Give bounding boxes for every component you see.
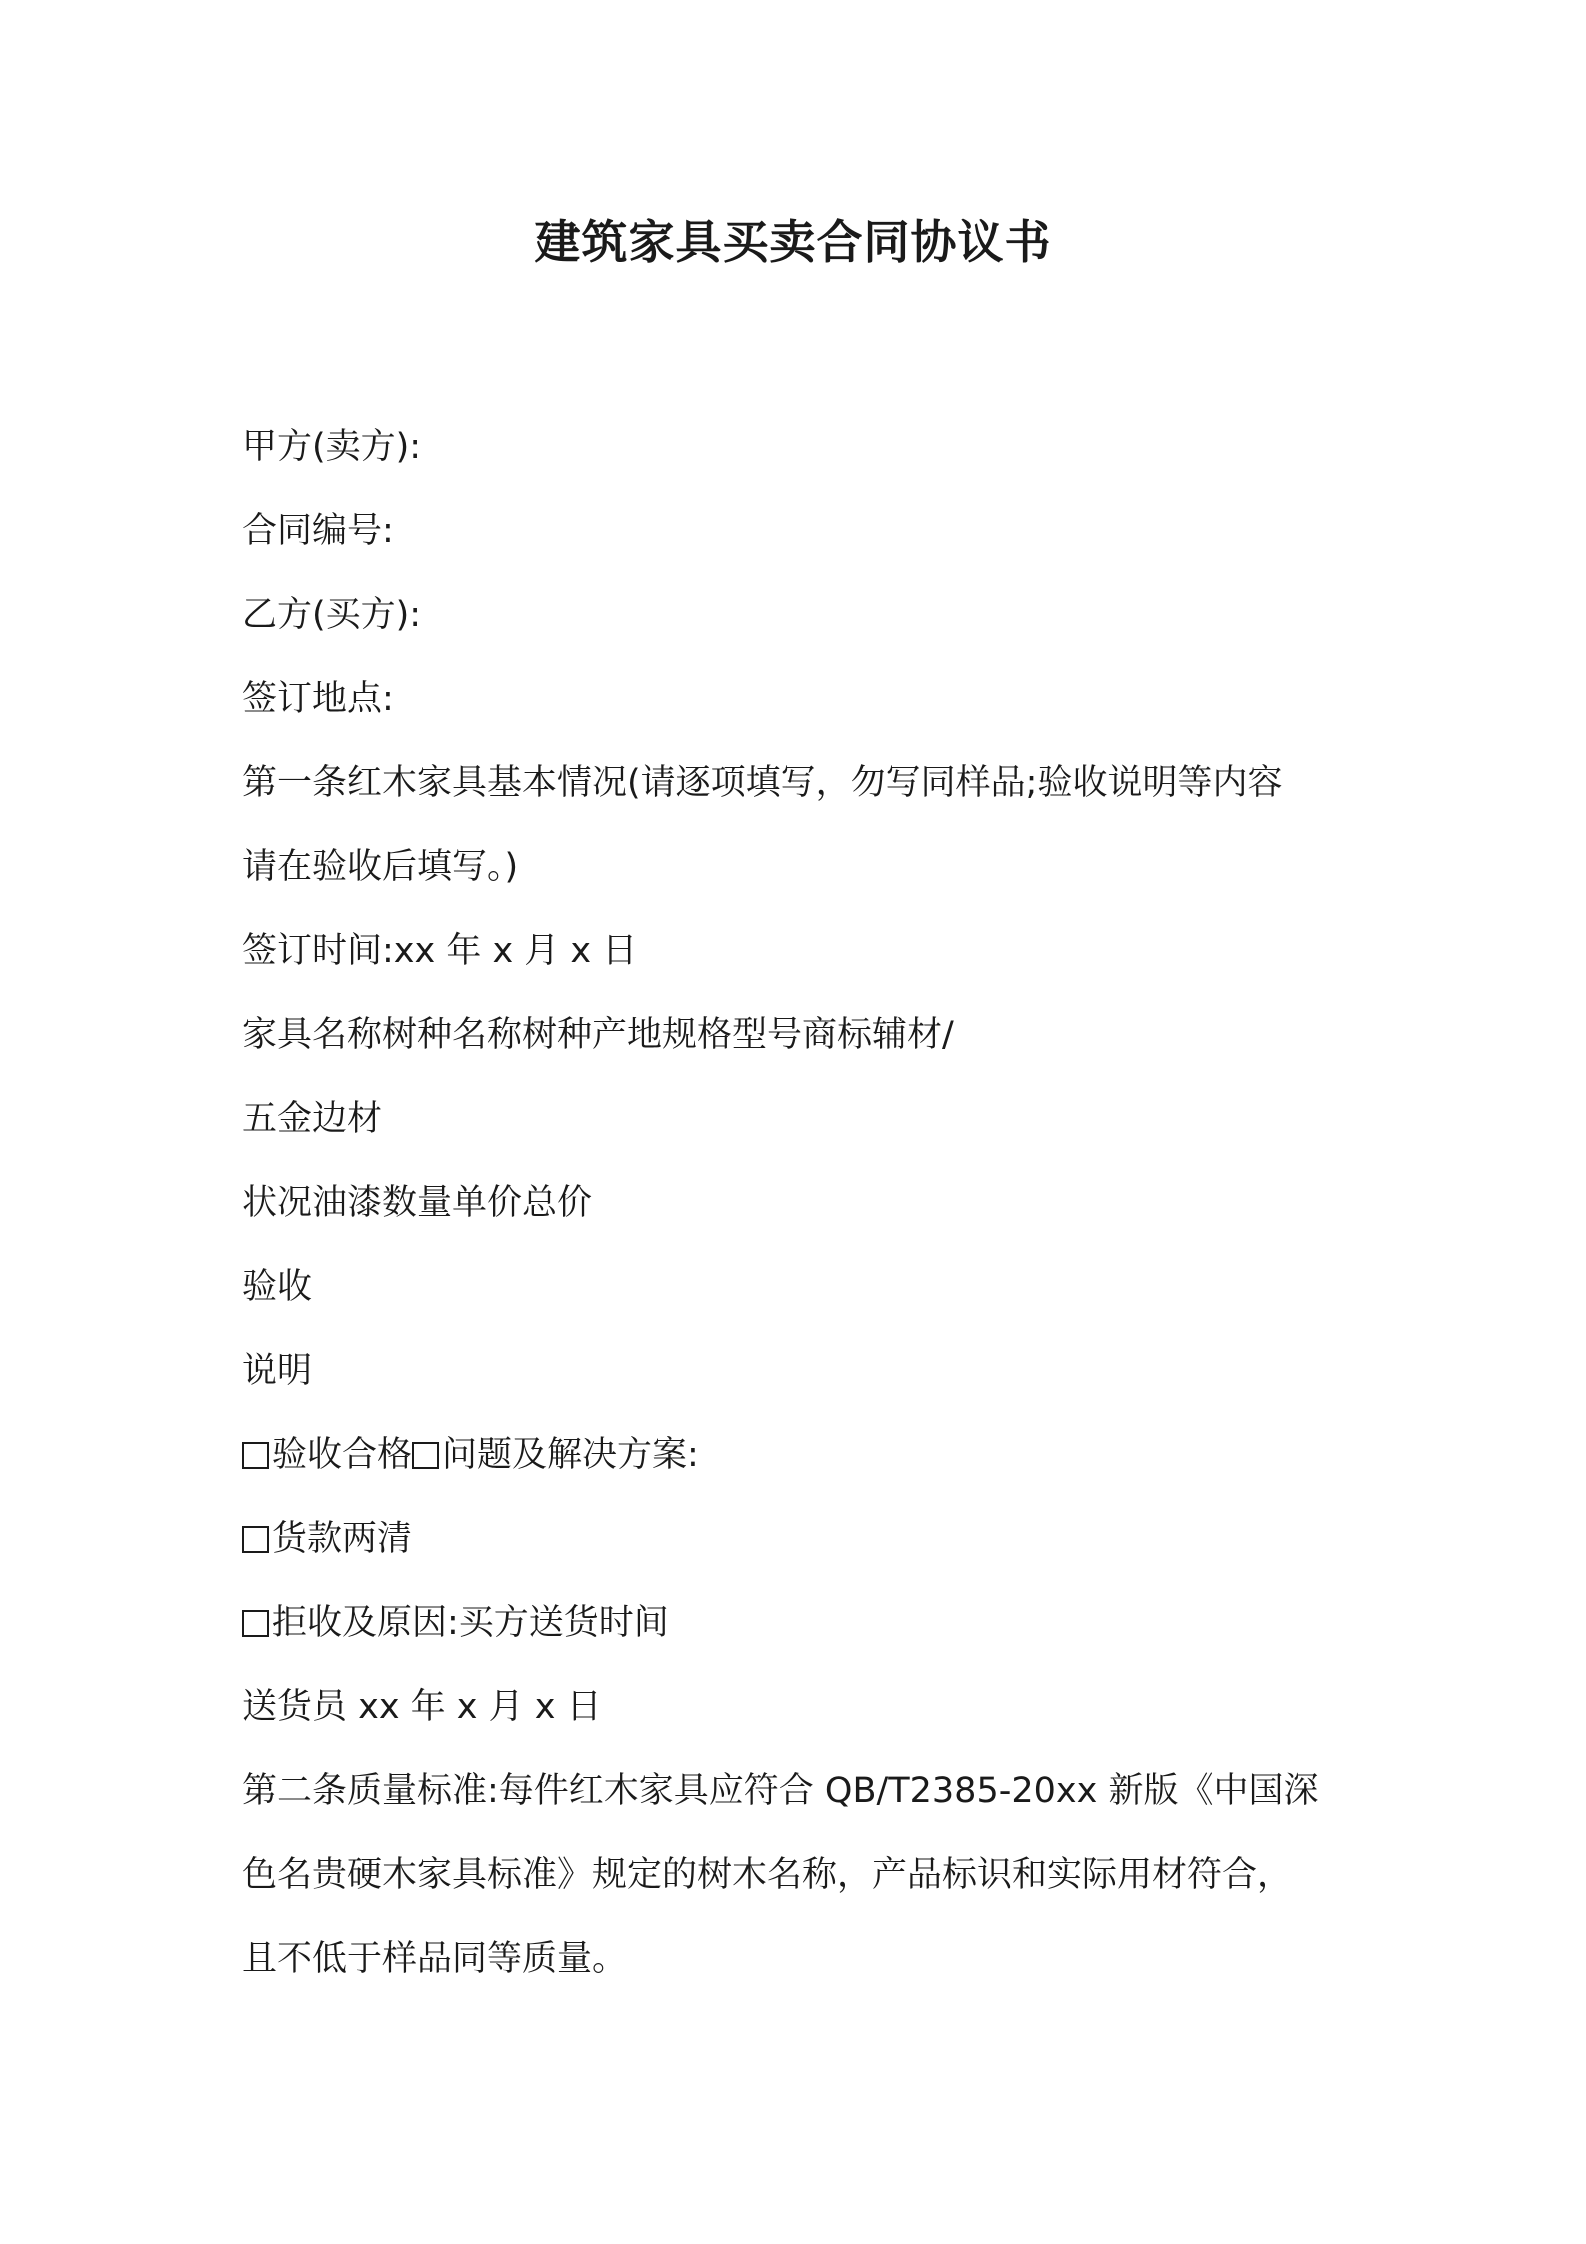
- columns-line-2: 五金边材: [242, 1099, 383, 1139]
- article-2-line-1: 第二条质量标准:每件红木家具应符合 QB/T2385-20xx 新版《中国深: [242, 1771, 1319, 1811]
- payment-option-line: [242, 1497, 1362, 1581]
- accept-checkbox[interactable]: [242, 1442, 269, 1469]
- reject-option-line: [242, 1581, 1362, 1665]
- article-1-line-2: 请在验收后填写。): [242, 847, 519, 887]
- sign-time-line: 签订时间:xx 年 x 月 x 日: [242, 931, 638, 971]
- accept-option-label: 验收合格: [272, 1435, 413, 1475]
- article-1-line-1: 第一条红木家具基本情况(请逐项填写，勿写同样品;验收说明等内容: [242, 763, 1283, 803]
- problem-checkbox[interactable]: [412, 1442, 439, 1469]
- reject-checkbox[interactable]: [242, 1610, 269, 1637]
- columns-line-3: 状况油漆数量单价总价: [242, 1183, 593, 1223]
- acceptance-options-line: [242, 1413, 1362, 1497]
- delivery-line: 送货员 xx 年 x 月 x 日: [242, 1687, 602, 1727]
- paid-option-label: 货款两清: [272, 1519, 413, 1559]
- article-2-line-2: 色名贵硬木家具标准》规定的树木名称，产品标识和实际用材符合，: [242, 1855, 1293, 1895]
- party-b-line: 乙方(买方):: [242, 595, 422, 635]
- notes-label: 说明: [242, 1351, 313, 1391]
- reject-option-label: 拒收及原因:买方送货时间: [272, 1603, 669, 1643]
- acceptance-label: 验收: [242, 1267, 313, 1307]
- sign-place-line: 签订地点:: [242, 679, 394, 719]
- problem-option-label: 问题及解决方案:: [442, 1435, 699, 1475]
- party-a-line: 甲方(卖方):: [242, 427, 422, 467]
- document-body: [242, 405, 1362, 2001]
- contract-number-line: 合同编号:: [242, 511, 394, 551]
- article-2-line-3: 且不低于样品同等质量。: [242, 1939, 628, 1979]
- columns-line-1: 家具名称树种名称树种产地规格型号商标辅材/: [242, 1015, 954, 1055]
- paid-checkbox[interactable]: [242, 1526, 269, 1553]
- document-title: 建筑家具买卖合同协议书: [534, 215, 1052, 269]
